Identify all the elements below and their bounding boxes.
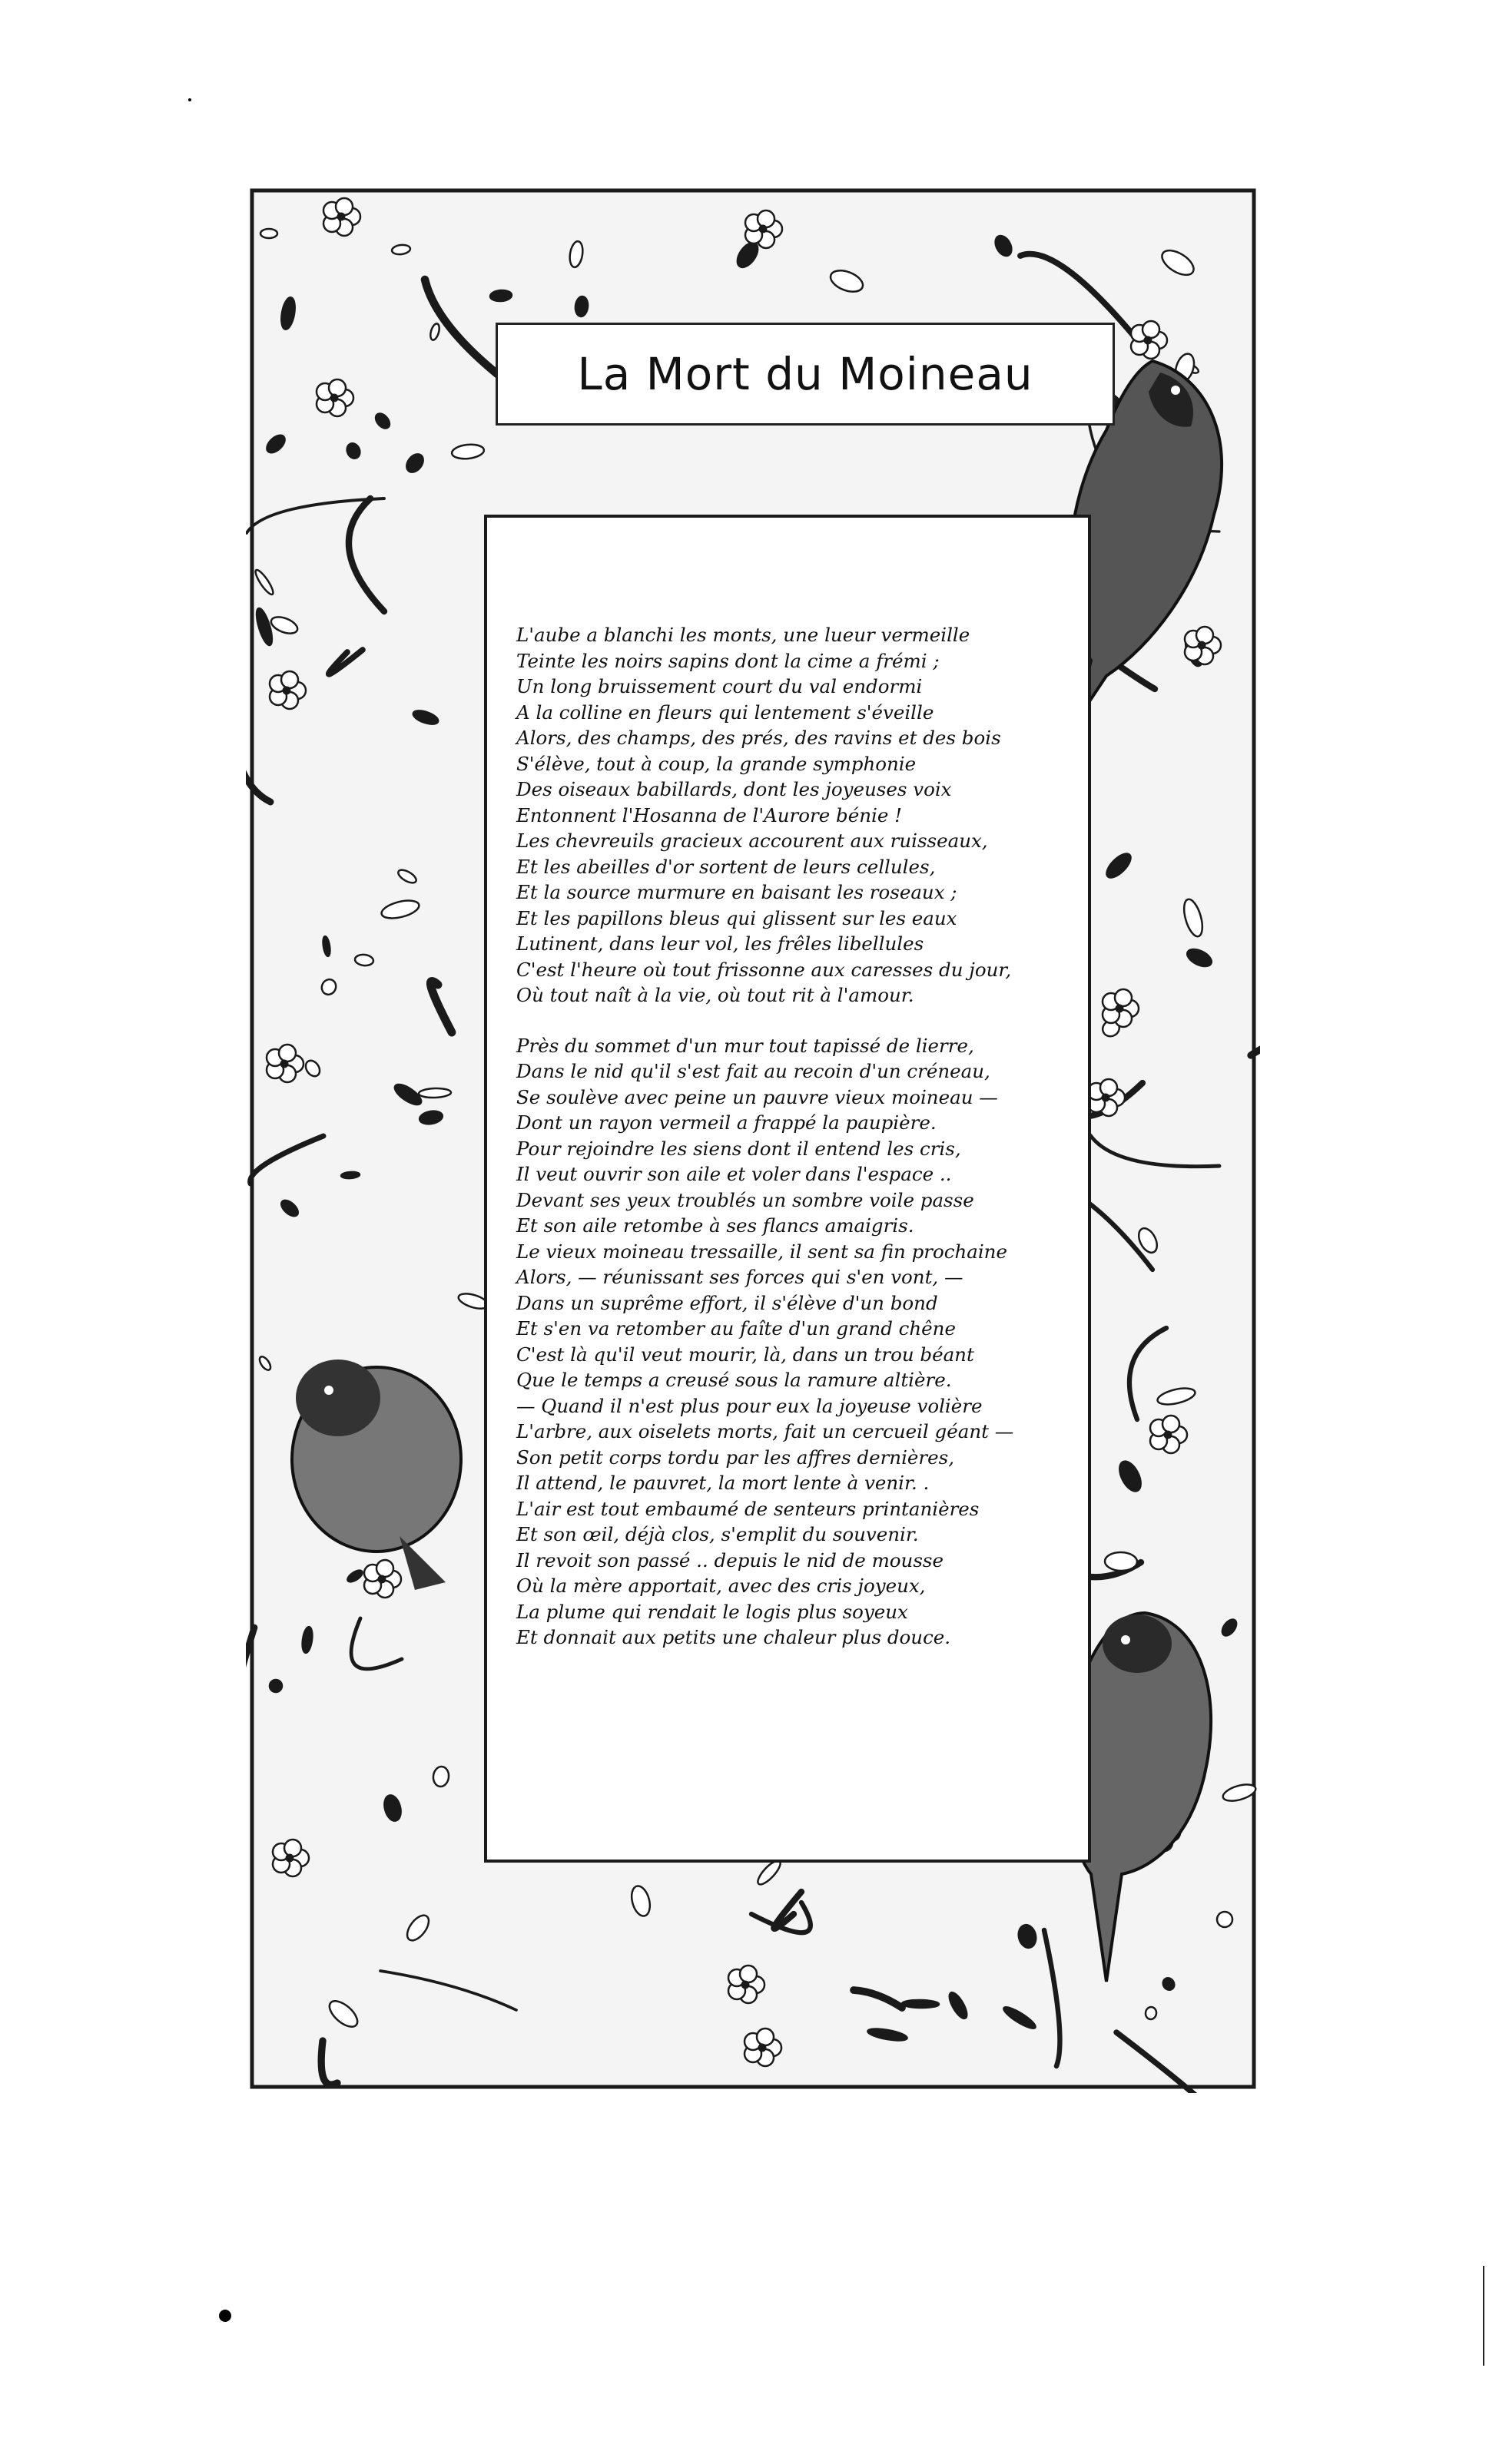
poem-line: Entonnent l'Hosanna de l'Aurore bénie ! bbox=[516, 803, 902, 826]
poem-line: Et son œil, déjà clos, s'emplit du souvenir. bbox=[516, 1523, 919, 1545]
poem-line: Le vieux moineau tressaille, il sent sa fin prochaine bbox=[516, 1240, 1007, 1263]
poem-line: Il veut ouvrir son aile et voler dans l'espace .. bbox=[516, 1163, 952, 1185]
ink-speck bbox=[188, 98, 191, 101]
poem-line: Près du sommet d'un mur tout tapissé de lierre, bbox=[516, 1034, 974, 1057]
poem-line: C'est l'heure où tout frissonne aux caresses du jour, bbox=[516, 958, 1012, 981]
poem-line: Se soulève avec peine un pauvre vieux moineau — bbox=[516, 1085, 998, 1108]
poem-line: Alors, — réunissant ses forces qui s'en vont, — bbox=[516, 1266, 963, 1288]
poem-line: Et la source murmure en baisant les roseaux ; bbox=[516, 881, 957, 903]
poem-line: Devant ses yeux troublés un sombre voile passe bbox=[516, 1188, 974, 1211]
poem-line: Et les abeilles d'or sortent de leurs cellules, bbox=[516, 855, 936, 878]
poem-line: L'air est tout embaumé de senteurs printanières bbox=[516, 1497, 980, 1520]
poem-line: Son petit corps tordu par les affres dernières, bbox=[516, 1446, 954, 1469]
poem-line: — Quand il n'est plus pour eux la joyeuse volière bbox=[516, 1394, 983, 1417]
poem-line: Et les papillons bleus qui glissent sur les eaux bbox=[516, 906, 957, 929]
poem-line: Et donnait aux petits une chaleur plus douce. bbox=[516, 1626, 951, 1648]
poem-line: Des oiseaux babillards, dont les joyeuses voix bbox=[516, 778, 952, 800]
ink-speck bbox=[219, 2310, 231, 2322]
page-edge-mark bbox=[1483, 2266, 1484, 2366]
poem-line: Où la mère apportait, avec des cris joyeux, bbox=[516, 1575, 926, 1597]
poem-line: Dans un suprême effort, il s'élève d'un bond bbox=[516, 1291, 938, 1314]
stanza-2 bbox=[516, 1033, 1070, 1651]
poem-line: Un long bruissement court du val endormi bbox=[516, 675, 923, 697]
poem-line: Il attend, le pauvret, la mort lente à venir. . bbox=[516, 1472, 930, 1494]
page-title: La Mort du Moineau bbox=[577, 348, 1033, 400]
poem-line: Et s'en va retomber au faîte d'un grand chêne bbox=[516, 1317, 956, 1340]
stanza-1 bbox=[516, 622, 1070, 1008]
poem-line: Et son aile retombe à ses flancs amaigris. bbox=[516, 1214, 914, 1237]
poem-line: L'arbre, aux oiselets morts, fait un cercueil géant — bbox=[516, 1420, 1014, 1442]
decorative-floral-border bbox=[246, 184, 1260, 2093]
poem-line: S'élève, tout à coup, la grande symphonie bbox=[516, 752, 917, 775]
poem-line: A la colline en fleurs qui lentement s'éveille bbox=[516, 700, 934, 724]
poem-line: L'aube a blanchi les monts, une lueur vermeille bbox=[516, 624, 970, 646]
poem-line: Il revoit son passé .. depuis le nid de mousse bbox=[516, 1548, 944, 1571]
poem-line: C'est là qu'il veut mourir, là, dans un trou béant bbox=[516, 1343, 974, 1366]
poem-line: Alors, des champs, des prés, des ravins et des bois bbox=[516, 727, 1001, 749]
poem-line: Dans le nid qu'il s'est fait au recoin d'un créneau, bbox=[516, 1060, 990, 1082]
poem-body bbox=[516, 622, 1070, 1675]
poem-line: Les chevreuils gracieux accourent aux ruisseaux, bbox=[516, 830, 988, 852]
poem-line: Pour rejoindre les siens dont il entend les cris, bbox=[516, 1137, 961, 1160]
title-banner bbox=[496, 323, 1115, 426]
poem-line: Teinte les noirs sapins dont la cime a frémi ; bbox=[516, 649, 940, 672]
poem-line: La plume qui rendait le logis plus soyeux bbox=[516, 1600, 908, 1623]
poem-line: Où tout naît à la vie, où tout rit à l'amour. bbox=[516, 984, 914, 1006]
poem-text-panel bbox=[484, 515, 1091, 1863]
poem-line: Dont un rayon vermeil a frappé la paupière. bbox=[516, 1111, 937, 1134]
poem-line: Lutinent, dans leur vol, les frêles libellules bbox=[516, 932, 924, 955]
poem-line: Que le temps a creusé sous la ramure altière. bbox=[516, 1369, 952, 1391]
